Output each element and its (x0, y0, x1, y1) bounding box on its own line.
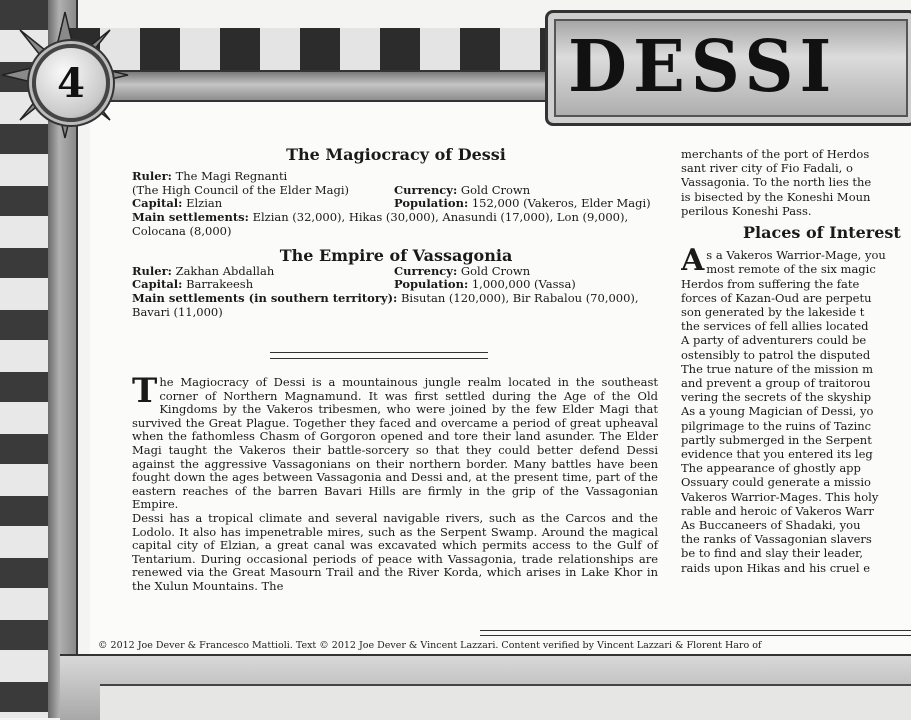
footer-divider (480, 630, 911, 636)
currency-label: Currency: (394, 182, 458, 197)
v-currency-value: Gold Crown (460, 263, 531, 278)
v-ruler-label: Ruler: (132, 263, 172, 278)
right-line: The true nature of the mission m (681, 361, 874, 376)
chapter-number-badge: 4 (32, 44, 110, 122)
bottom-border-panel (100, 684, 911, 720)
v-population-label: Population: (394, 277, 469, 292)
ruler-label: Ruler: (132, 168, 172, 183)
v-settlements-label: Main settlements (in southern territory): (132, 291, 398, 306)
v-settlements-continued: Bavari (11,000) (132, 304, 223, 319)
currency-value: Gold Crown (460, 182, 531, 197)
right-line: vering the secrets of the skyship (681, 390, 872, 405)
right-line: most remote of the six magic (706, 262, 876, 277)
v-ruler-value: Zakhan Abdallah (175, 263, 275, 278)
top-border-stripes (60, 28, 620, 76)
right-line: evidence that you entered its leg (681, 447, 873, 462)
capital-value: Elzian (186, 196, 223, 211)
ruler-note: (The High Council of the Elder Magi) (132, 182, 350, 197)
right-line: s a Vakeros Warrior-Mage, you (706, 248, 886, 263)
right-drop-cap: A (681, 243, 705, 279)
right-line: be to find and slay their leader, (681, 546, 864, 561)
body-paragraph-1: he Magiocracy of Dessi is a mountainous jungle realm located in the southeast corner of Northern Magnamund. It was first settled during the Age of the Old Kingdoms by the Vakeros tribesmen, who were joined by the few Elder Magi that survived the Great Plague. Together they faced and overcame a period of great upheaval when the fathomless Chasm of Gorgoron opened and tore their land asunder. The Elder Magi taught the Vakeros their battle-sorcery so that they could better defend Dessi against the aggressive Vassagonians on their northern border. Many battles have been fought down the ages between Vassagonia and Dessi and, at the present time, part of the eastern reaches of the barren Bavari Hills are firmly in the grip of the Vassagonian Empire. (132, 375, 658, 512)
right-line: Vakeros Warrior-Mages. This holy (681, 489, 879, 504)
right-line: and prevent a group of traitorou (681, 376, 871, 391)
vassagonia-heading: The Empire of Vassagonia (279, 245, 513, 265)
capital-label: Capital: (132, 196, 183, 211)
main-body-text (132, 371, 658, 594)
right-line: As a young Magician of Dessi, yo (681, 404, 874, 419)
body-paragraph-2: Dessi has a tropical climate and several navigable rivers, such as the Carcos and the Lodolo. It also has impenetrable mires, such as the Serpent Swamp. Around the magical capital city of Elzian, a great canal was excavated which permits access to the Gulf of Tentarium. During occasional periods of peace with Vassagonia, trade relationships are renewed via the Great Masourn Trail and the River Korda, which arises in Lake Khor in the Xulun Mountains. The (132, 510, 658, 593)
v-capital-value: Barrakeesh (186, 277, 254, 292)
right-line: son generated by the lakeside t (681, 305, 865, 320)
right-line: raids upon Hikas and his cruel e (681, 560, 871, 575)
v-settlements-value: Bisutan (120,000), Bir Rabalou (70,000), (400, 291, 639, 306)
drop-cap: T (132, 371, 158, 411)
right-line: the ranks of Vassagonian slavers (681, 532, 872, 547)
right-line: Herdos from suffering the fate (681, 276, 860, 291)
settlements-continued: Colocana (8,000) (132, 223, 232, 238)
settlements-value: Elzian (32,000), Hikas (30,000), Anasundi (17,000), Lon (9,000), (252, 210, 629, 225)
right-line: A party of adventurers could be (681, 333, 867, 348)
right-line: Ossuary could generate a missio (681, 475, 871, 490)
section-divider (270, 352, 488, 359)
right-line: As Buccaneers of Shadaki, you (681, 518, 861, 533)
title-plate (545, 10, 911, 126)
right-top-line: sant river city of Fio Fadali, o (681, 161, 853, 176)
right-column (681, 147, 911, 575)
right-line: forces of Kazan-Oud are perpetu (681, 290, 872, 305)
right-line: The appearance of ghostly app (681, 461, 861, 476)
page-title: DESSI (568, 25, 838, 109)
right-line: pilgrimage to the ruins of Tazinc (681, 418, 872, 433)
right-line: the services of fell allies located (681, 319, 869, 334)
copyright-footer: © 2012 Joe Dever & Francesco Mattioli. Text © 2012 Joe Dever & Vincent Lazzari. Content verified by Vincent Lazzari & Florent Haro of (98, 640, 762, 651)
right-line: rable and heroic of Vakeros Warr (681, 503, 874, 518)
right-top-line: is bisected by the Koneshi Moun (681, 189, 871, 204)
v-population-value: 1,000,000 (Vassa) (471, 277, 576, 292)
right-top-line: Vassagonia. To the north lies the (681, 175, 872, 190)
right-top-line: perilous Koneshi Pass. (681, 203, 812, 218)
population-value: 152,000 (Vakeros, Elder Magi) (471, 196, 651, 211)
right-line: ostensibly to patrol the disputed (681, 347, 871, 362)
right-line: partly submerged in the Serpent (681, 432, 872, 447)
magiocracy-heading: The Magiocracy of Dessi (286, 145, 506, 164)
population-label: Population: (394, 196, 469, 211)
v-capital-label: Capital: (132, 277, 183, 292)
settlements-label: Main settlements: (132, 210, 249, 225)
right-top-line: merchants of the port of Herdos (681, 147, 870, 161)
stat-blocks (132, 145, 660, 320)
v-currency-label: Currency: (394, 263, 458, 278)
ruler-value: The Magi Regnanti (175, 168, 288, 183)
places-heading: Places of Interest (743, 223, 901, 243)
